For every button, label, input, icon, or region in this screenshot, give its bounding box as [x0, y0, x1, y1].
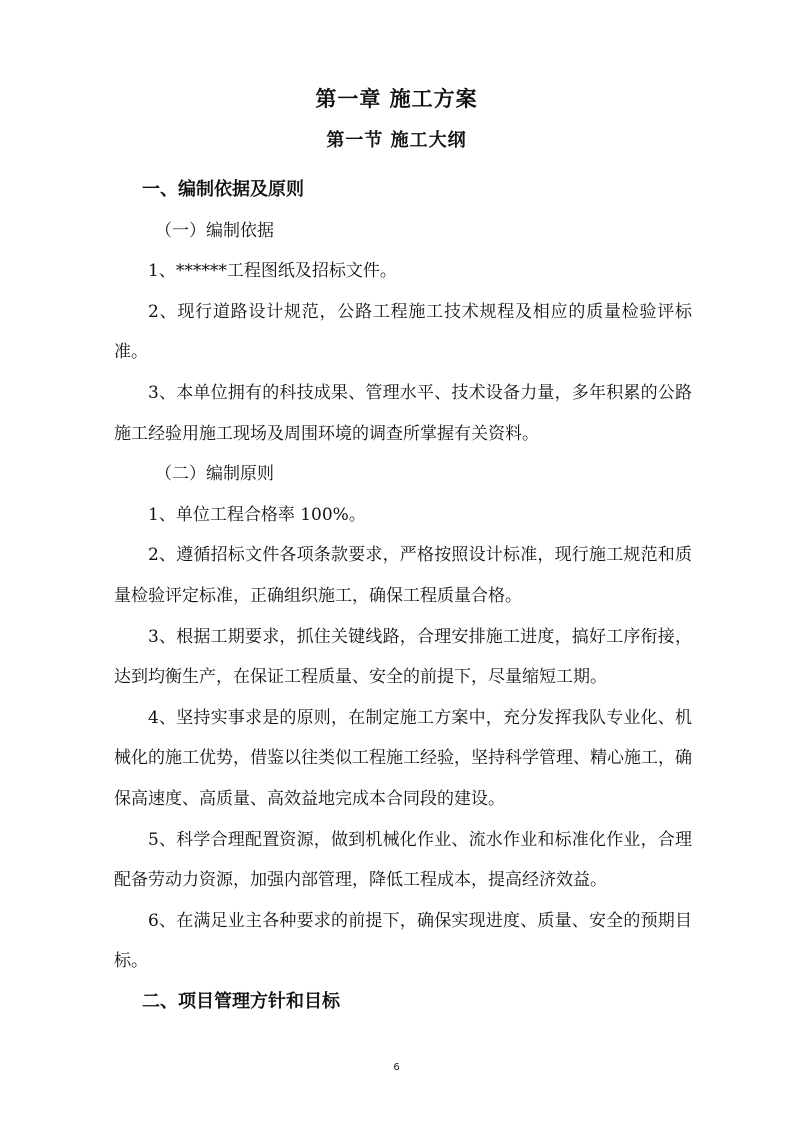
principle-item-2: 2、遵循招标文件各项条款要求，严格按照设计标准，现行施工规范和质量检验评定标准，正确组织施工，确保工程质量合格。	[114, 545, 692, 606]
subheading-compilation-principles: （二）编制原则	[155, 464, 274, 485]
principle-item-4: 4、坚持实事求是的原则，在制定施工方案中，充分发挥我队专业化、机械化的施工优势，借鉴以往类似工程施工经验，坚持科学管理、精心施工，确保高速度、高质量、高效益地完成本合同段的建设。	[114, 707, 692, 809]
principle-item-5: 5、科学合理配置资源，做到机械化作业、流水作业和标准化作业，合理配备劳动力资源，加强内部管理，降低工程成本，提高经济效益。	[114, 829, 692, 891]
subheading-compilation-basis: （一）编制依据	[155, 220, 274, 241]
heading-project-management-policy: 二、项目管理方针和目标	[142, 990, 340, 1012]
principle-item-3: 3、根据工期要求，抓住关键线路，合理安排施工进度，搞好工序衔接，达到均衡生产，在保证工程质量、安全的前提下，尽量缩短工期。	[114, 626, 692, 688]
heading-compilation-basis-principles: 一、编制依据及原则	[142, 179, 304, 200]
page-number: 6	[393, 1062, 400, 1073]
basis-item-2: 2、现行道路设计规范，公路工程施工技术规程及相应的质量检验评标准。	[114, 301, 692, 363]
document-body	[114, 170, 692, 1022]
basis-item-3: 3、本单位拥有的科技成果、管理水平、技术设备力量，多年积累的公路施工经验用施工现场及周围环境的调查所掌握有关资料。	[114, 382, 692, 444]
principle-item-1: 1、单位工程合格率 100%。	[148, 504, 366, 525]
chapter-title: 第一章 施工方案	[315, 86, 478, 111]
principle-item-6: 6、在满足业主各种要求的前提下，确保实现进度、质量、安全的预期目标。	[114, 910, 692, 972]
basis-item-1: 1、******工程图纸及招标文件。	[148, 261, 397, 282]
section-title: 第一节 施工大纲	[326, 130, 467, 151]
